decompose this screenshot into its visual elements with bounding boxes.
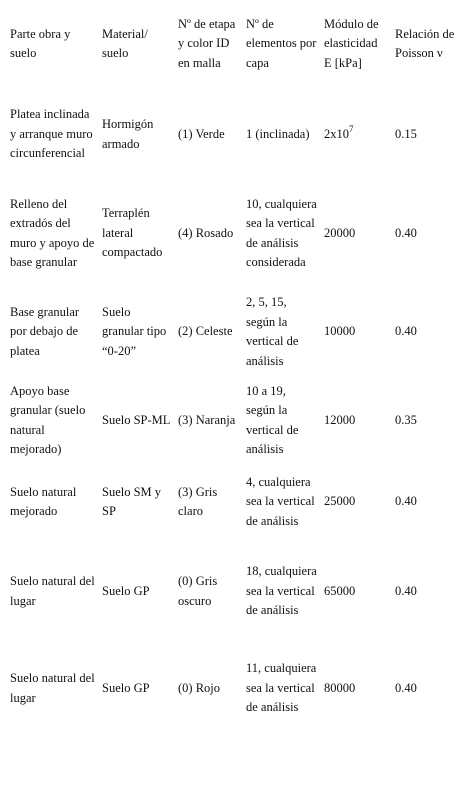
table-row — [3, 543, 461, 640]
cell-poisson: 0.35 — [395, 412, 417, 427]
cell-material: Suelo GP — [102, 680, 150, 695]
cell-part: Suelo natural del lugar — [10, 671, 95, 705]
table-row — [3, 183, 461, 284]
cell-modulus — [317, 86, 388, 183]
cell-part: Relleno del extradós del muro y apoyo de base granular — [10, 196, 95, 269]
cell-stage: (2) Celeste — [178, 324, 233, 339]
cell-material: Suelo GP — [102, 583, 150, 598]
cell-elements: 1 (inclinada) — [246, 126, 310, 141]
cell-stage: (3) Naranja — [178, 412, 236, 427]
cell-modulus: 65000 — [324, 583, 356, 598]
cell-elements: 10, cualquiera sea la vertical de análisis considerada — [246, 196, 317, 269]
cell-material: Hormigón armado — [102, 117, 154, 151]
cell-material: Suelo granular tipo “0-20” — [102, 304, 167, 358]
cell-elements: 10 a 19, según la vertical de análisis — [246, 383, 299, 456]
header-modulus: Módulo de elasticidad E [kPa] — [324, 16, 379, 70]
modulus-base: 2x10 — [324, 126, 349, 141]
header-row — [3, 2, 461, 86]
cell-material: Suelo SP-ML — [102, 412, 171, 427]
cell-elements: 2, 5, 15, según la vertical de análisis — [246, 295, 299, 368]
cell-stage: (0) Rojo — [178, 680, 221, 695]
cell-modulus: 12000 — [324, 412, 356, 427]
header-material: Material/ suelo — [102, 26, 148, 60]
cell-part: Platea inclinada y arranque muro circunferencial — [10, 107, 93, 161]
cell-poisson: 0.15 — [395, 126, 417, 141]
cell-stage: (1) Verde — [178, 126, 225, 141]
cell-modulus: 10000 — [324, 324, 356, 339]
table-row — [3, 640, 461, 737]
header-poisson: Relación de Poisson ν — [395, 26, 455, 60]
cell-poisson: 0.40 — [395, 324, 417, 339]
cell-poisson: 0.40 — [395, 680, 417, 695]
cell-material: Suelo SM y SP — [102, 484, 162, 518]
soil-parameters-table — [3, 2, 461, 737]
cell-stage: (3) Gris claro — [178, 484, 218, 518]
cell-stage: (4) Rosado — [178, 225, 234, 240]
header-part: Parte obra y suelo — [10, 26, 71, 60]
cell-part: Apoyo base granular (suelo natural mejorado) — [10, 383, 86, 456]
table-row — [3, 284, 461, 380]
cell-part: Suelo natural mejorado — [10, 484, 77, 518]
cell-poisson: 0.40 — [395, 225, 417, 240]
cell-elements: 4, cualquiera sea la vertical de análisis — [246, 474, 315, 528]
cell-stage: (0) Gris oscuro — [178, 574, 218, 608]
cell-modulus: 25000 — [324, 494, 356, 509]
header-stage: Nº de etapa y color ID en malla — [178, 16, 236, 70]
cell-part: Base granular por debajo de platea — [10, 304, 80, 358]
cell-elements: 18, cualquiera sea la vertical de análisis — [246, 564, 317, 618]
cell-elements: 11, cualquiera sea la vertical de análisis — [246, 661, 317, 715]
modulus-exponent: 7 — [349, 123, 354, 134]
cell-material: Terraplén lateral compactado — [102, 206, 163, 260]
cell-modulus: 20000 — [324, 225, 356, 240]
cell-modulus: 80000 — [324, 680, 356, 695]
table-row — [3, 380, 461, 461]
table-row — [3, 461, 461, 543]
cell-poisson: 0.40 — [395, 583, 417, 598]
cell-poisson: 0.40 — [395, 494, 417, 509]
cell-part: Suelo natural del lugar — [10, 574, 95, 608]
header-elements: Nº de elementos por capa — [246, 16, 317, 70]
table-row — [3, 86, 461, 183]
